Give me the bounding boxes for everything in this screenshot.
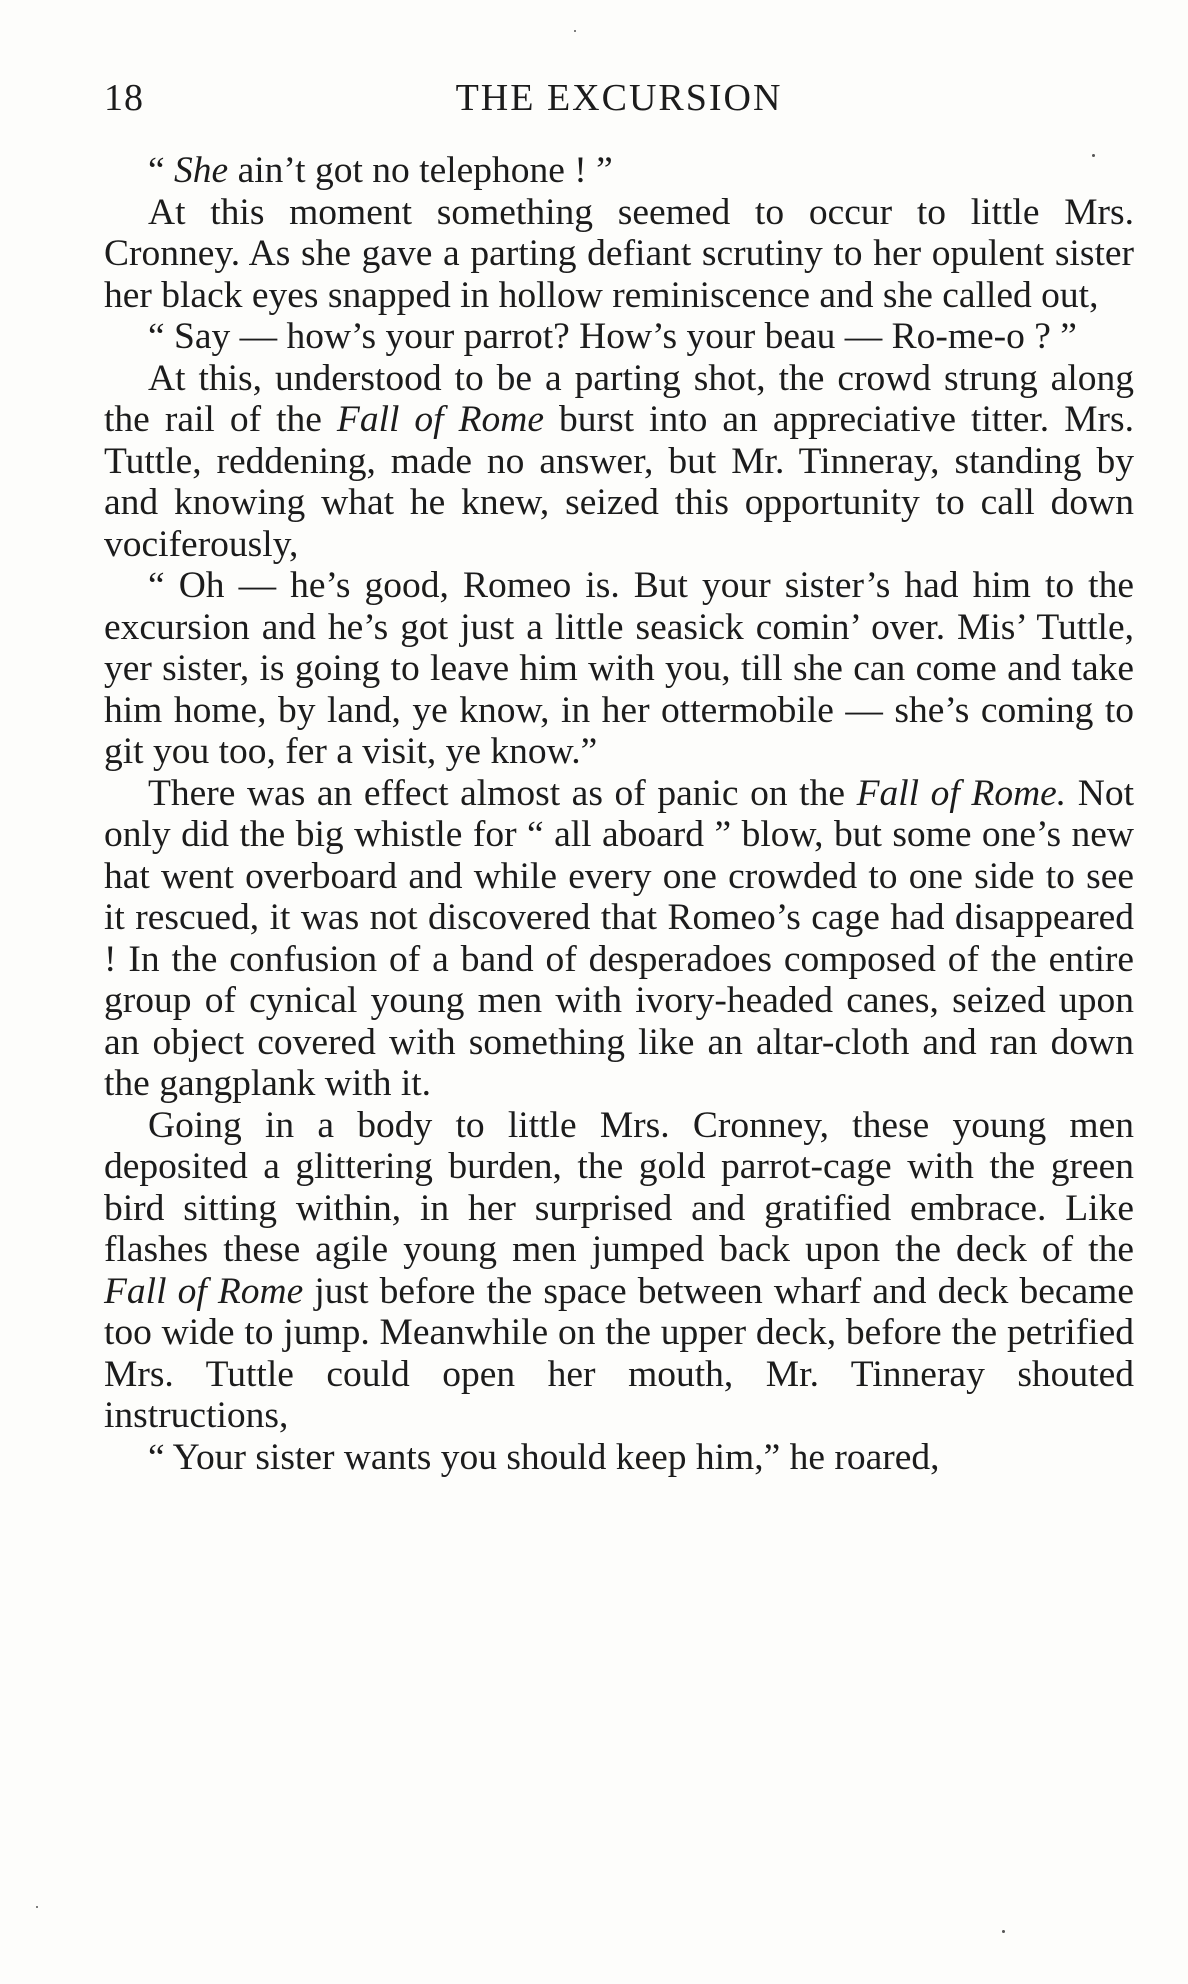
- text-run: At this moment something seemed to occur to little Mrs. Cronney. As she gave a parting defiant scrutiny to her opulent sister her black eyes snapped in hollow reminiscence and she called out,: [104, 191, 1134, 316]
- italic-text: She: [174, 150, 229, 191]
- text-run: “ Your sister wants you should keep him,” he roared,: [148, 1436, 940, 1478]
- paragraph: [104, 1437, 1134, 1479]
- paragraph: [104, 773, 1134, 1105]
- paragraph: [104, 316, 1134, 358]
- body-text: [104, 150, 1134, 1478]
- text-run: just before the space between wharf and deck became too wide to jump. Meanwhile on the upper deck, before the petrified Mrs. Tuttle could open her mouth, Mr. Tinneray shouted instructions,: [104, 1270, 1134, 1436]
- text-run: At this, understood to be a parting shot, the crowd strung along the rail of the: [104, 357, 1134, 440]
- paragraph: [104, 1105, 1134, 1437]
- italic-text: Fall of Rome: [104, 1270, 304, 1312]
- text-run: Going in a body to little Mrs. Cronney, these young men deposited a glittering burden, the gold parrot-cage with the green bird sitting within, in her surprised and gratified embrace. Like flashes these agile young men jumped back upon the deck of the: [104, 1104, 1134, 1270]
- paragraph: [104, 150, 1134, 192]
- text-run: “: [148, 150, 175, 191]
- text-run: “ Oh — he’s good, Romeo is. But your sister’s had him to the excursion and he’s got just a little seasick comin’ over. Mis’ Tuttle, yer sister, is going to leave him with you, till she can come and take him home, by land, ye know, in her ottermobile — she’s coming to git you too, fer a visit, ye know.”: [104, 565, 1134, 772]
- print-speck: [1002, 1930, 1005, 1933]
- text-run: burst into an appreciative titter. Mrs. Tuttle, reddening, made no answer, but Mr. Tinneray, standing by and knowing what he knew, seized this opportunity to call down vociferously,: [104, 399, 1134, 565]
- print-speck: [1092, 154, 1095, 157]
- paragraph: [104, 192, 1134, 317]
- paragraph: [104, 565, 1134, 773]
- running-title: THE EXCURSION: [455, 77, 783, 119]
- text-run: “ Say — how’s your parrot? How’s your beau — Ro-me-o ? ”: [148, 316, 1077, 357]
- italic-text: Fall of Rome.: [856, 772, 1067, 814]
- italic-text: Fall of Rome: [336, 399, 545, 440]
- page-header: [104, 76, 1134, 128]
- print-speck: [574, 30, 576, 32]
- print-speck: [36, 1906, 38, 1908]
- text-run: ain’t got no telephone ! ”: [228, 150, 613, 191]
- page-number: 18: [104, 77, 144, 119]
- text-run: Not only did the big whistle for “ all aboard ” blow, but some one’s new hat went overboard and while every one crowded to one side to see it rescued, it was not discovered that Romeo’s cage had disappeared ! In the confusion of a band of desperadoes composed of the entire group of cynical young men with ivory-headed canes, seized upon an object covered with something like an altar-cloth and ran down the gangplank with it.: [104, 772, 1135, 1104]
- text-run: There was an effect almost as of panic on the: [148, 772, 857, 814]
- paragraph: [104, 358, 1134, 566]
